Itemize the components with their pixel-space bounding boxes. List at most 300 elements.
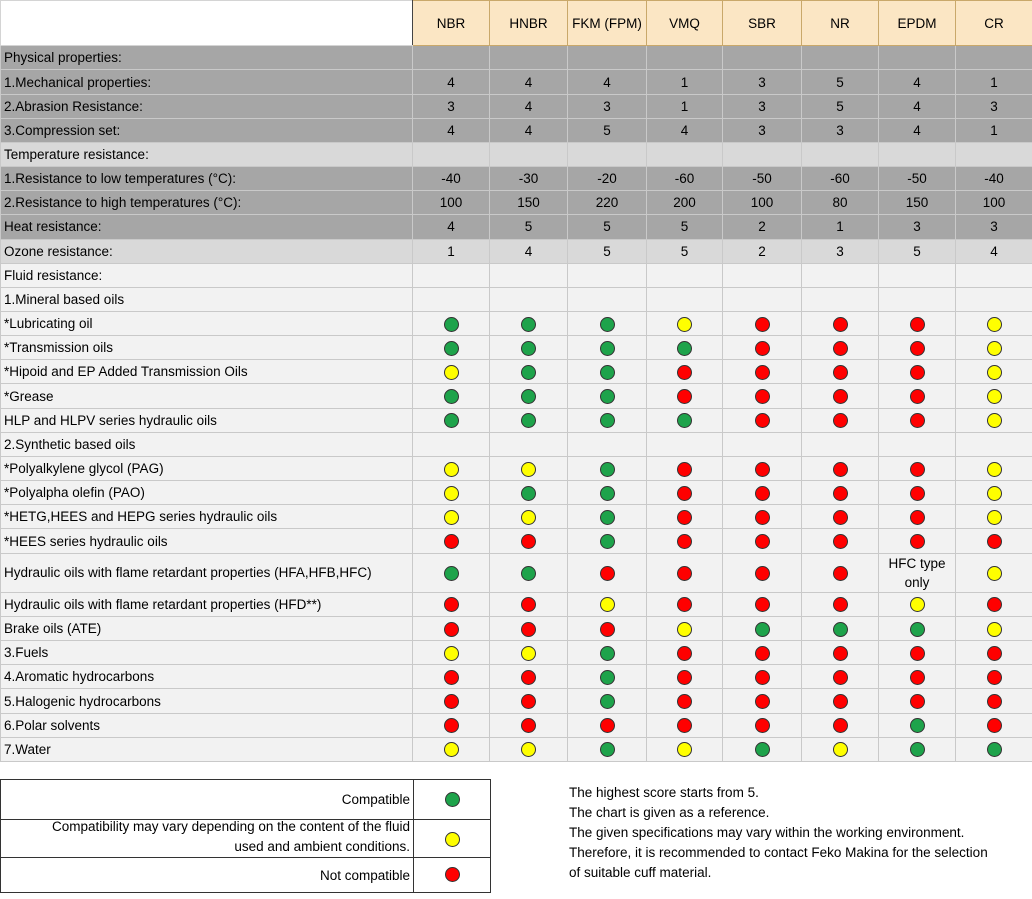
rating-cell [802,616,879,640]
yellow-dot-icon [444,510,459,525]
value-cell: 5 [802,94,879,118]
red-dot-icon [910,341,925,356]
rating-cell [647,665,723,689]
rating-cell [568,336,647,360]
value-cell [802,263,879,287]
value-cell [413,46,490,70]
rating-cell [723,665,802,689]
red-dot-icon [987,534,1002,549]
rating-cell [723,481,802,505]
green-dot-icon [833,622,848,637]
red-dot-icon [677,694,692,709]
value-cell: 3 [723,70,802,94]
green-dot-icon [755,622,770,637]
row-label: *HEES series hydraulic oils [1,529,413,553]
rating-cell [802,360,879,384]
rating-cell [413,312,490,336]
rating-cell [490,665,568,689]
legend-row-not-compatible [1,857,490,892]
rating-cell [413,592,490,616]
value-cell [802,46,879,70]
red-dot-icon [444,534,459,549]
value-cell: 1 [802,215,879,239]
row-label: 1.Mineral based oils [1,287,413,311]
green-dot-icon [677,341,692,356]
header-corner [1,1,413,46]
rating-cell [723,505,802,529]
rating-cell [490,529,568,553]
green-dot-icon [987,742,1002,757]
rating-cell [647,408,723,432]
green-dot-icon [600,462,615,477]
rating-cell [490,384,568,408]
rating-cell [568,592,647,616]
note-line: Therefore, it is recommended to contact Feko Makina for the selection [569,845,988,860]
rating-cell [647,336,723,360]
row-label: Temperature resistance: [1,142,413,166]
red-dot-icon [677,534,692,549]
note-line: of suitable cuff material. [569,865,712,880]
value-cell: 3 [802,118,879,142]
rating-cell [568,360,647,384]
row-label: Ozone resistance: [1,239,413,263]
rating-cell [647,481,723,505]
yellow-dot-icon [521,510,536,525]
green-dot-icon [600,341,615,356]
rating-cell [879,481,956,505]
value-cell: 4 [879,94,956,118]
value-cell: 4 [956,239,1032,263]
row-label: *Grease [1,384,413,408]
green-dot-icon [444,566,459,581]
legend-not-compatible-label: Not compatible [319,868,410,883]
value-cell: 4 [879,70,956,94]
header-row [1,1,1032,46]
row-label: 3.Fuels [1,641,413,665]
rating-cell [956,408,1032,432]
green-dot-icon [444,341,459,356]
row-label: 1.Mechanical properties: [1,70,413,94]
value-cell: 4 [413,118,490,142]
rating-cell [568,689,647,713]
cell-note: HFC type only [888,555,946,590]
yellow-dot-icon [987,462,1002,477]
rating-cell [956,553,1032,592]
rating-cell [413,665,490,689]
rating-cell [879,408,956,432]
rating-cell [490,505,568,529]
value-cell [879,432,956,456]
red-dot-icon [521,597,536,612]
rating-cell [723,592,802,616]
rating-cell [956,665,1032,689]
red-dot-icon [521,622,536,637]
rating-cell [956,592,1032,616]
rating-cell [490,481,568,505]
red-dot-icon [755,670,770,685]
red-dot-icon [755,534,770,549]
red-dot-icon [833,317,848,332]
red-dot-icon [833,365,848,380]
red-dot-icon [677,566,692,581]
value-cell [879,263,956,287]
value-cell [647,46,723,70]
table-row [1,641,1032,665]
value-cell: 150 [879,191,956,215]
rating-cell [879,312,956,336]
rating-cell [802,737,879,761]
row-label: 7.Water [1,737,413,761]
rating-cell [802,592,879,616]
red-dot-icon [833,389,848,404]
rating-cell [956,616,1032,640]
rating-cell [413,408,490,432]
rating-cell [490,592,568,616]
red-dot-icon [910,486,925,501]
value-cell: 5 [647,215,723,239]
rating-cell [879,713,956,737]
value-cell: 5 [802,70,879,94]
value-cell [647,432,723,456]
green-dot-icon [600,534,615,549]
green-dot-icon [600,389,615,404]
red-dot-icon [755,317,770,332]
value-cell: 200 [647,191,723,215]
red-dot-icon [910,694,925,709]
table-row [1,46,1032,70]
green-dot-icon [444,389,459,404]
yellow-dot-icon [677,622,692,637]
red-dot-icon [755,462,770,477]
row-label: HLP and HLPV series hydraulic oils [1,408,413,432]
rating-cell [568,616,647,640]
value-cell: 1 [647,70,723,94]
red-dot-icon [987,670,1002,685]
value-cell: 3 [956,215,1032,239]
rating-cell [647,592,723,616]
green-dot-icon [521,486,536,501]
value-cell: -60 [802,167,879,191]
red-dot-icon [444,670,459,685]
rating-cell [956,481,1032,505]
rating-cell [723,713,802,737]
red-dot-icon [755,486,770,501]
green-dot-icon [521,566,536,581]
rating-cell [802,456,879,480]
value-cell: 5 [568,118,647,142]
value-cell [490,287,568,311]
rating-cell [723,360,802,384]
rating-cell [568,481,647,505]
value-cell: -40 [956,167,1032,191]
value-cell: 5 [490,215,568,239]
red-dot-icon [910,389,925,404]
rating-cell [568,665,647,689]
red-dot-icon [521,718,536,733]
rating-cell [723,456,802,480]
red-dot-icon [521,670,536,685]
value-cell [956,46,1032,70]
red-dot-icon [833,413,848,428]
green-dot-icon [521,389,536,404]
red-dot-icon [677,486,692,501]
row-label: *Polyalkylene glycol (PAG) [1,456,413,480]
yellow-dot-icon [677,317,692,332]
red-dot-icon [600,566,615,581]
red-dot-icon [755,413,770,428]
red-dot-icon [755,510,770,525]
value-cell [956,263,1032,287]
rating-cell [490,737,568,761]
rating-cell [413,713,490,737]
red-dot-icon [910,670,925,685]
row-label: *Polyalpha olefin (PAO) [1,481,413,505]
yellow-dot-icon [677,742,692,757]
table-row [1,553,1032,592]
rating-cell [956,312,1032,336]
value-cell [413,287,490,311]
red-dot-icon [755,718,770,733]
red-dot-icon [833,566,848,581]
table-row [1,432,1032,456]
rating-cell [413,336,490,360]
material-header: HNBR [490,1,568,46]
value-cell: -40 [413,167,490,191]
value-cell: 4 [413,70,490,94]
green-dot-icon [521,341,536,356]
green-dot-icon [444,317,459,332]
yellow-dot-icon [987,622,1002,637]
green-dot-icon [444,413,459,428]
green-dot-icon [677,413,692,428]
red-dot-icon [755,646,770,661]
red-dot-icon [600,622,615,637]
red-dot-icon [910,534,925,549]
rating-cell [879,689,956,713]
material-header: CR [956,1,1032,46]
value-cell: 1 [956,118,1032,142]
rating-cell [647,641,723,665]
value-cell [723,287,802,311]
value-cell: 4 [879,118,956,142]
red-dot-icon [677,718,692,733]
rating-cell [490,408,568,432]
row-label: Physical properties: [1,46,413,70]
rating-cell [647,505,723,529]
red-dot-icon [987,718,1002,733]
red-dot-icon [910,646,925,661]
value-cell: 220 [568,191,647,215]
yellow-dot-icon [444,646,459,661]
table-row [1,408,1032,432]
value-cell: 5 [568,215,647,239]
red-dot-icon [833,597,848,612]
value-cell [723,46,802,70]
yellow-dot-icon [910,597,925,612]
rating-cell [568,408,647,432]
red-dot-icon [444,622,459,637]
value-cell: -50 [879,167,956,191]
yellow-dot-icon [987,365,1002,380]
red-dot-icon [521,694,536,709]
material-header: EPDM [879,1,956,46]
rating-cell [568,312,647,336]
row-label: *Lubricating oil [1,312,413,336]
row-label: 2.Abrasion Resistance: [1,94,413,118]
rating-cell [879,737,956,761]
rating-cell [802,481,879,505]
note-line: The chart is given as a reference. [569,805,770,820]
value-cell [647,287,723,311]
value-cell: 3 [568,94,647,118]
red-dot-icon [910,462,925,477]
value-cell [723,142,802,166]
value-cell [647,263,723,287]
rating-cell [879,616,956,640]
note-line: The highest score starts from 5. [569,785,759,800]
red-dot-icon [987,597,1002,612]
red-dot-icon [677,646,692,661]
value-cell: 100 [723,191,802,215]
rating-cell [490,336,568,360]
table-row [1,239,1032,263]
table-row [1,70,1032,94]
rating-cell [956,713,1032,737]
red-dot-icon [910,413,925,428]
legend-compatible-label: Compatible [341,792,410,807]
red-dot-icon [755,694,770,709]
red-dot-icon [833,510,848,525]
yellow-dot-icon [521,462,536,477]
value-cell: -50 [723,167,802,191]
table-row [1,456,1032,480]
row-label: 5.Halogenic hydrocarbons [1,689,413,713]
green-dot-icon [600,365,615,380]
value-cell: 1 [956,70,1032,94]
rating-cell [568,553,647,592]
table-row [1,118,1032,142]
yellow-dot-icon [987,510,1002,525]
rating-cell [723,553,802,592]
red-dot-icon [987,646,1002,661]
rating-cell [490,641,568,665]
rating-cell [802,529,879,553]
rating-cell [413,360,490,384]
reference-notes [569,783,1029,883]
red-dot-icon [833,534,848,549]
rating-cell [879,384,956,408]
legend-row-may-vary [1,819,490,858]
value-cell: 3 [723,118,802,142]
green-dot-icon [600,694,615,709]
red-dot-icon [444,694,459,709]
yellow-dot-icon [987,317,1002,332]
rating-cell [879,456,956,480]
red-dot-icon [677,365,692,380]
yellow-dot-icon [987,566,1002,581]
rating-cell [802,384,879,408]
table-row [1,592,1032,616]
rating-cell [723,641,802,665]
red-dot-icon [755,597,770,612]
value-cell: 1 [647,94,723,118]
green-dot-icon [600,670,615,685]
table-row [1,336,1032,360]
value-cell [879,287,956,311]
value-cell: 4 [490,70,568,94]
value-cell [956,287,1032,311]
value-cell [956,432,1032,456]
table-row [1,360,1032,384]
rating-cell [413,553,490,592]
rating-cell [647,456,723,480]
row-label: 1.Resistance to low temperatures (°C): [1,167,413,191]
rating-cell [568,456,647,480]
rating-cell [490,713,568,737]
material-header: NBR [413,1,490,46]
yellow-dot-icon [987,389,1002,404]
value-cell [879,46,956,70]
rating-cell [647,360,723,384]
rating-cell [723,529,802,553]
rating-cell [413,689,490,713]
rating-cell [879,529,956,553]
red-dot-icon [444,718,459,733]
value-cell [723,263,802,287]
value-cell [802,432,879,456]
value-cell: 150 [490,191,568,215]
yellow-dot-icon [521,742,536,757]
row-label: *HETG,HEES and HEPG series hydraulic oils [1,505,413,529]
rating-cell [413,616,490,640]
rating-cell [413,641,490,665]
red-dot-icon [755,389,770,404]
table-row [1,94,1032,118]
row-label: Fluid resistance: [1,263,413,287]
rating-cell [647,529,723,553]
yellow-dot-icon [833,742,848,757]
rating-cell [647,713,723,737]
green-dot-icon [600,510,615,525]
rating-cell [879,592,956,616]
value-cell: 3 [956,94,1032,118]
green-dot-icon [910,742,925,757]
green-dot-icon [910,622,925,637]
value-cell [956,142,1032,166]
red-dot-icon [521,534,536,549]
table-row [1,505,1032,529]
red-dot-icon [833,341,848,356]
red-dot-icon [445,867,460,882]
rating-cell [956,456,1032,480]
row-label: Brake oils (ATE) [1,616,413,640]
rating-cell [956,737,1032,761]
value-cell: -60 [647,167,723,191]
yellow-dot-icon [600,597,615,612]
row-label: Heat resistance: [1,215,413,239]
value-cell: 5 [568,239,647,263]
yellow-dot-icon [987,341,1002,356]
rating-cell [956,529,1032,553]
value-cell [568,287,647,311]
value-cell: 5 [879,239,956,263]
rating-cell [413,384,490,408]
value-cell: 100 [956,191,1032,215]
rating-cell [568,737,647,761]
rating-cell [802,713,879,737]
rating-cell [647,384,723,408]
value-cell [723,432,802,456]
